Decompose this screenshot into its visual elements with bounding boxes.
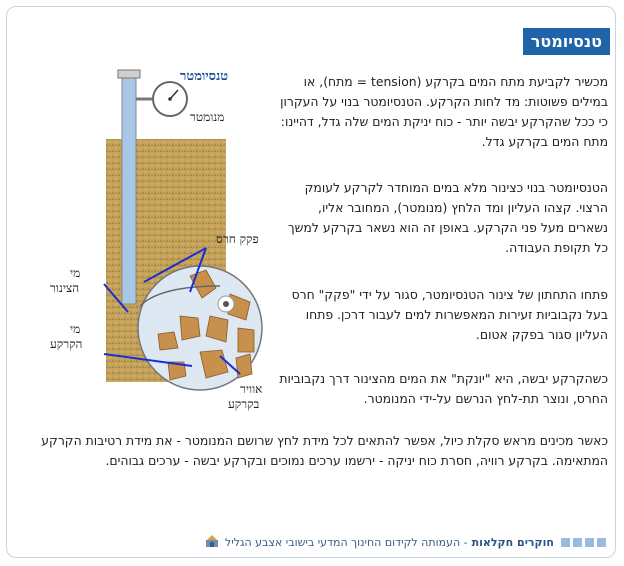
pipe-water-label-2: הצינור — [50, 281, 80, 295]
paragraph-4: כשהקרקע יבשה, היא "יונקת" את המים מהצינור דרך נקבוביות החרס, ונוצר תת-לחץ הנרשם על-ידי המנומטר. — [279, 371, 608, 406]
soil-air-label-1: אוויר — [240, 382, 263, 396]
clay-cap-label: פקק חרס — [216, 232, 259, 246]
tensiometer-illustration — [40, 66, 280, 416]
paragraph-1: מכשיר לקביעת מתח המים בקרקע (tension = מתח), או במילים פשוטות: מד לחות הקרקע. הטנסיומטר בנוי על העקרון כי ככל שהקרקע יבשה יותר - כוח יניקת המים שלה גדל, דהיינו: מתח המים בקרקע גדל. — [280, 74, 608, 149]
page-title: טנסיומטר — [523, 28, 610, 55]
pipe — [122, 74, 136, 304]
figure-title: טנסיומטר — [180, 69, 229, 84]
footer-text: - העמותה לקידום החינוך המדעי בישובי אצבע הגליל — [224, 536, 468, 549]
footer-square-4 — [561, 538, 570, 547]
footer — [205, 534, 606, 551]
footer-square-3 — [573, 538, 582, 547]
paragraph-3: פתחו התחתון של צינור הטנסיומטר, סגור על ידי "פקק" חרס בעל נקבוביות זעירות המאפשרות למים לעבור דרכן. פתחו העליון סגור בפקק אטום. — [291, 287, 608, 342]
paragraph-5: כאשר מכינים מראש סקלת כיול, אפשר להתאים לכל מידת לחץ שרושם המנומטר - את מידת רטיבות הקרקע המתאימה. בקרקע רוויה, חסרת כוח יניקה - ירשמו ערכים נמוכים ובקרקע יבשה - ערכים גבוהים. — [41, 433, 608, 468]
paragraph-2: הטנסיומטר בנוי כצינור מלא במים המוחדר לקרקע לעומק הרצוי. קצהו העליון ומד הלחץ (מנומטר), המחובר אליו, נשארים מעל פני הקרקע. באופן זה הוא נשאר בקרקע למשך כל תקופת העבודה. — [288, 180, 608, 255]
manometer-label: מנומטר — [190, 110, 225, 124]
footer-square-1 — [597, 538, 606, 547]
pipe-water-label-1: מי — [70, 266, 81, 280]
logo-icon — [205, 534, 219, 551]
footer-brand[interactable]: חוקרים חקלאות — [471, 536, 554, 549]
soil-water-label-1: מי — [70, 322, 81, 336]
soil-air-label-2: בקרקע — [228, 397, 260, 411]
footer-square-2 — [585, 538, 594, 547]
soil-water-label-2: הקרקע — [50, 337, 83, 351]
